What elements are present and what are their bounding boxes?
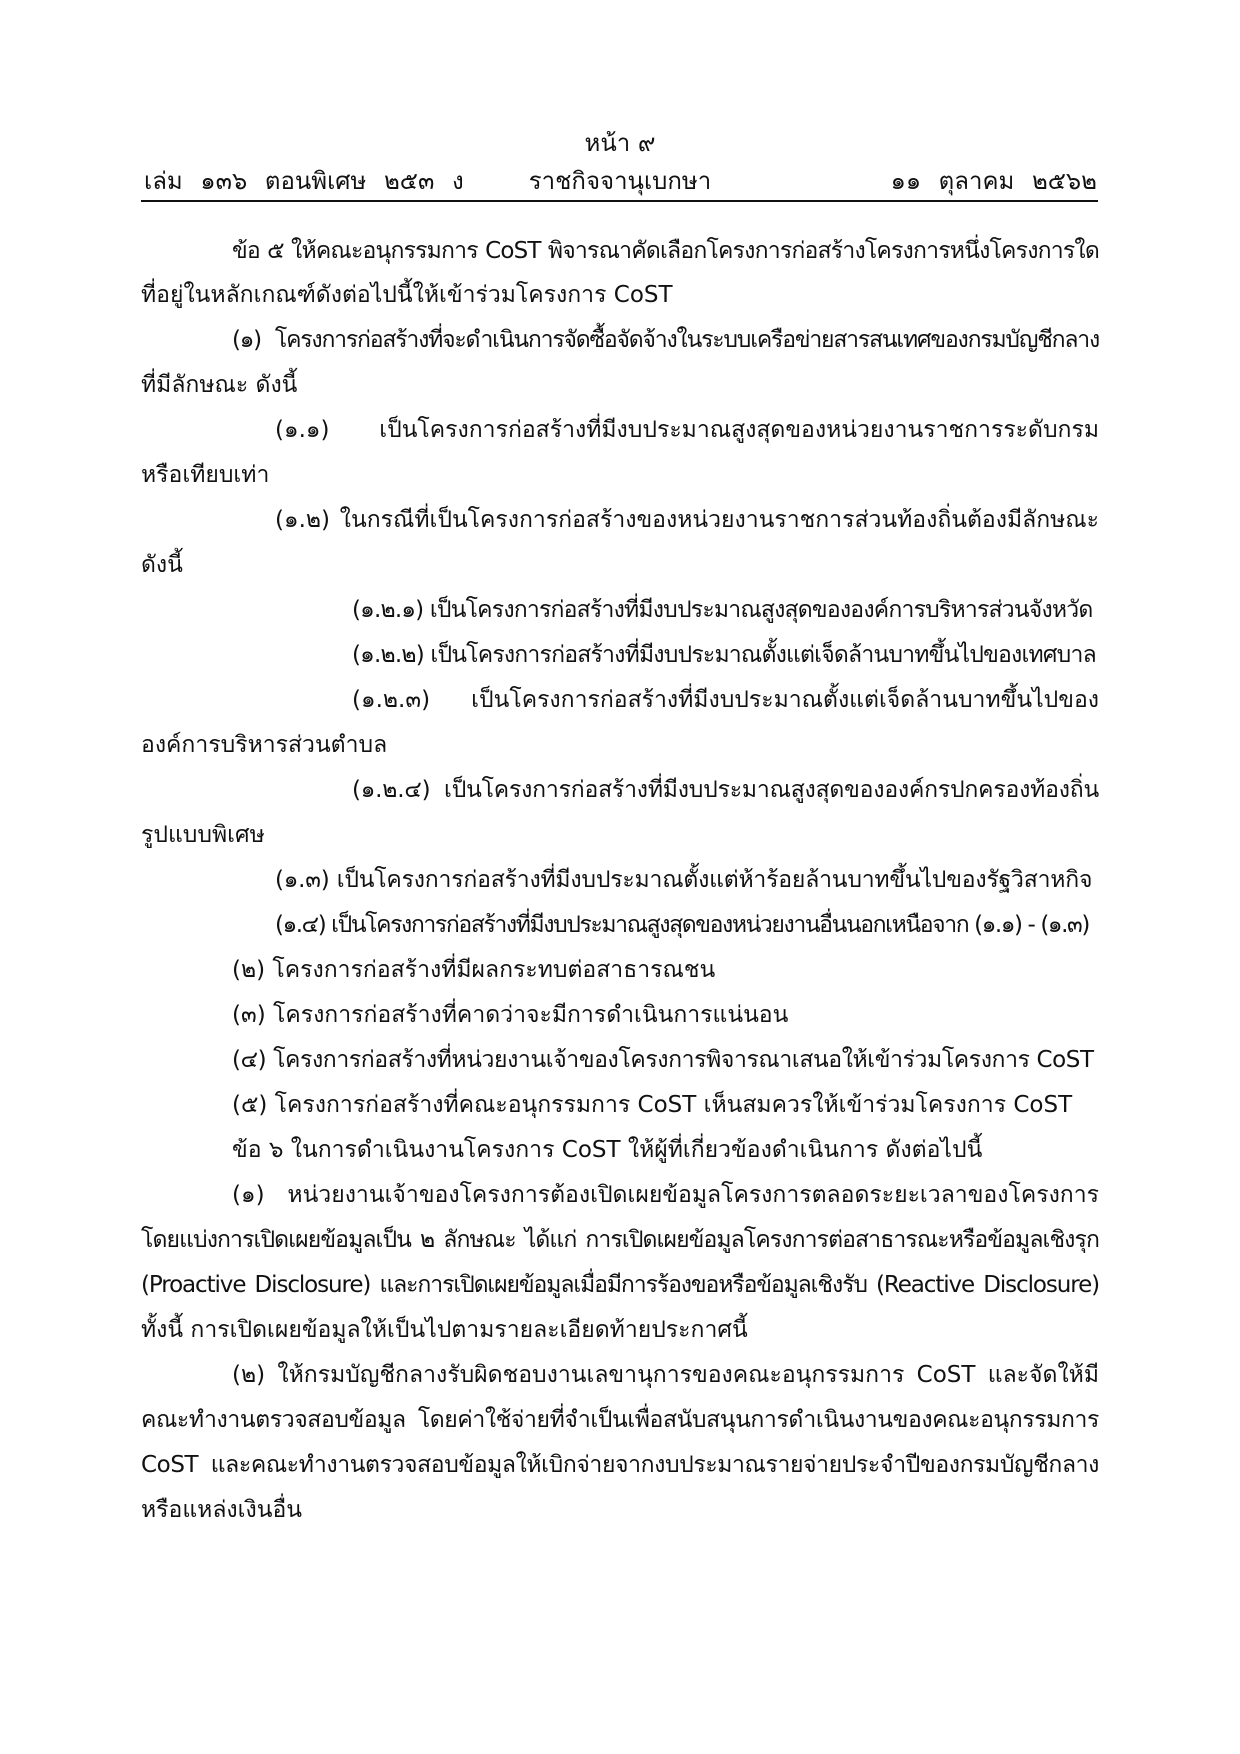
item-1-line-2: ที่มีลักษณะ ดังนี้ bbox=[141, 372, 298, 398]
item-1-2-3-line-1: (๑.๒.๓) เป็นโครงการก่อสร้างที่มีงบประมาณตั้งแต่เจ็ดล้านบาทขึ้นไปของ bbox=[352, 687, 1099, 713]
clause-5-line-2: ที่อยู่ในหลักเกณฑ์ดังต่อไปนี้ให้เข้าร่วมโครงการ CoST bbox=[141, 282, 673, 308]
clause-6-item-1-line-4: ทั้งนี้ การเปิดเผยข้อมูลให้เป็นไปตามรายละเอียดท้ายประกาศนี้ bbox=[141, 1317, 748, 1343]
clause-6-item-1-line-1: (๑) หน่วยงานเจ้าของโครงการต้องเปิดเผยข้อมูลโครงการตลอดระยะเวลาของโครงการ bbox=[232, 1182, 1099, 1208]
clause-6-item-2-line-3: CoST และคณะทำงานตรวจสอบข้อมูลให้เบิกจ่ายจากงบประมาณรายจ่ายประจำปีของกรมบัญชีกลาง bbox=[141, 1452, 1099, 1478]
item-2: (๒) โครงการก่อสร้างที่มีผลกระทบต่อสาธารณชน bbox=[232, 957, 716, 983]
item-1-2-1: (๑.๒.๑) เป็นโครงการก่อสร้างที่มีงบประมาณสูงสุดขององค์การบริหารส่วนจังหวัด bbox=[352, 597, 1093, 623]
header-rule bbox=[141, 200, 1098, 202]
publication-date: ๑๑ ตุลาคม ๒๕๖๒ bbox=[890, 167, 1097, 195]
item-1-2-4-line-1: (๑.๒.๔) เป็นโครงการก่อสร้างที่มีงบประมาณสูงสุดขององค์กรปกครองท้องถิ่น bbox=[352, 777, 1099, 803]
volume-issue: เล่ม ๑๓๖ ตอนพิเศษ ๒๕๓ ง bbox=[144, 167, 464, 195]
clause-6-item-1-line-3: (Proactive Disclosure) และการเปิดเผยข้อมูลเมื่อมีการร้องขอหรือข้อมูลเชิงรับ (Reactive Disclosure) bbox=[141, 1272, 1099, 1298]
item-4: (๔) โครงการก่อสร้างที่หน่วยงานเจ้าของโครงการพิจารณาเสนอให้เข้าร่วมโครงการ CoST bbox=[232, 1047, 1094, 1073]
item-1-2-3-line-2: องค์การบริหารส่วนตำบล bbox=[141, 732, 388, 758]
clause-6-item-1-line-2: โดยแบ่งการเปิดเผยข้อมูลเป็น ๒ ลักษณะ ได้แก่ การเปิดเผยข้อมูลโครงการต่อสาธารณะหรือข้อมูลเชิงรุก bbox=[141, 1227, 1099, 1253]
item-1-line-1: (๑) โครงการก่อสร้างที่จะดำเนินการจัดซื้อจัดจ้างในระบบเครือข่ายสารสนเทศของกรมบัญชีกลาง bbox=[232, 327, 1099, 353]
clause-6-item-2-line-2: คณะทำงานตรวจสอบข้อมูล โดยค่าใช้จ่ายที่จำเป็นเพื่อสนับสนุนการดำเนินงานของคณะอนุกรรมการ bbox=[141, 1407, 1099, 1433]
clause-5-line-1: ข้อ ๕ ให้คณะอนุกรรมการ CoST พิจารณาคัดเลือกโครงการก่อสร้างโครงการหนึ่งโครงการใด bbox=[232, 238, 1099, 264]
item-1-1-line-1: (๑.๑) เป็นโครงการก่อสร้างที่มีงบประมาณสูงสุดของหน่วยงานราชการระดับกรม bbox=[275, 417, 1099, 443]
item-1-3: (๑.๓) เป็นโครงการก่อสร้างที่มีงบประมาณตั้งแต่ห้าร้อยล้านบาทขึ้นไปของรัฐวิสาหกิจ bbox=[275, 867, 1093, 893]
item-1-2-4-line-2: รูปแบบพิเศษ bbox=[141, 822, 265, 848]
page-number: หน้า ๙ bbox=[584, 129, 656, 157]
clause-6-item-2-line-1: (๒) ให้กรมบัญชีกลางรับผิดชอบงานเลขานุการของคณะอนุกรรมการ CoST และจัดให้มี bbox=[232, 1362, 1099, 1388]
clause-6: ข้อ ๖ ในการดำเนินงานโครงการ CoST ให้ผู้ที่เกี่ยวข้องดำเนินการ ดังต่อไปนี้ bbox=[232, 1137, 983, 1163]
item-5: (๕) โครงการก่อสร้างที่คณะอนุกรรมการ CoST เห็นสมควรให้เข้าร่วมโครงการ CoST bbox=[232, 1092, 1073, 1118]
item-1-2-line-1: (๑.๒) ในกรณีที่เป็นโครงการก่อสร้างของหน่วยงานราชการส่วนท้องถิ่นต้องมีลักษณะ bbox=[275, 507, 1099, 533]
gazette-name: ราชกิจจานุเบกษา bbox=[528, 167, 712, 195]
item-3: (๓) โครงการก่อสร้างที่คาดว่าจะมีการดำเนินการแน่นอน bbox=[232, 1002, 789, 1028]
item-1-2-2: (๑.๒.๒) เป็นโครงการก่อสร้างที่มีงบประมาณตั้งแต่เจ็ดล้านบาทขึ้นไปของเทศบาล bbox=[352, 642, 1096, 668]
item-1-4: (๑.๔) เป็นโครงการก่อสร้างที่มีงบประมาณสูงสุดของหน่วยงานอื่นนอกเหนือจาก (๑.๑) - (๑.๓) bbox=[275, 912, 1089, 938]
item-1-2-line-2: ดังนี้ bbox=[141, 552, 183, 578]
item-1-1-line-2: หรือเทียบเท่า bbox=[141, 462, 270, 488]
clause-6-item-2-line-4: หรือแหล่งเงินอื่น bbox=[141, 1497, 302, 1523]
